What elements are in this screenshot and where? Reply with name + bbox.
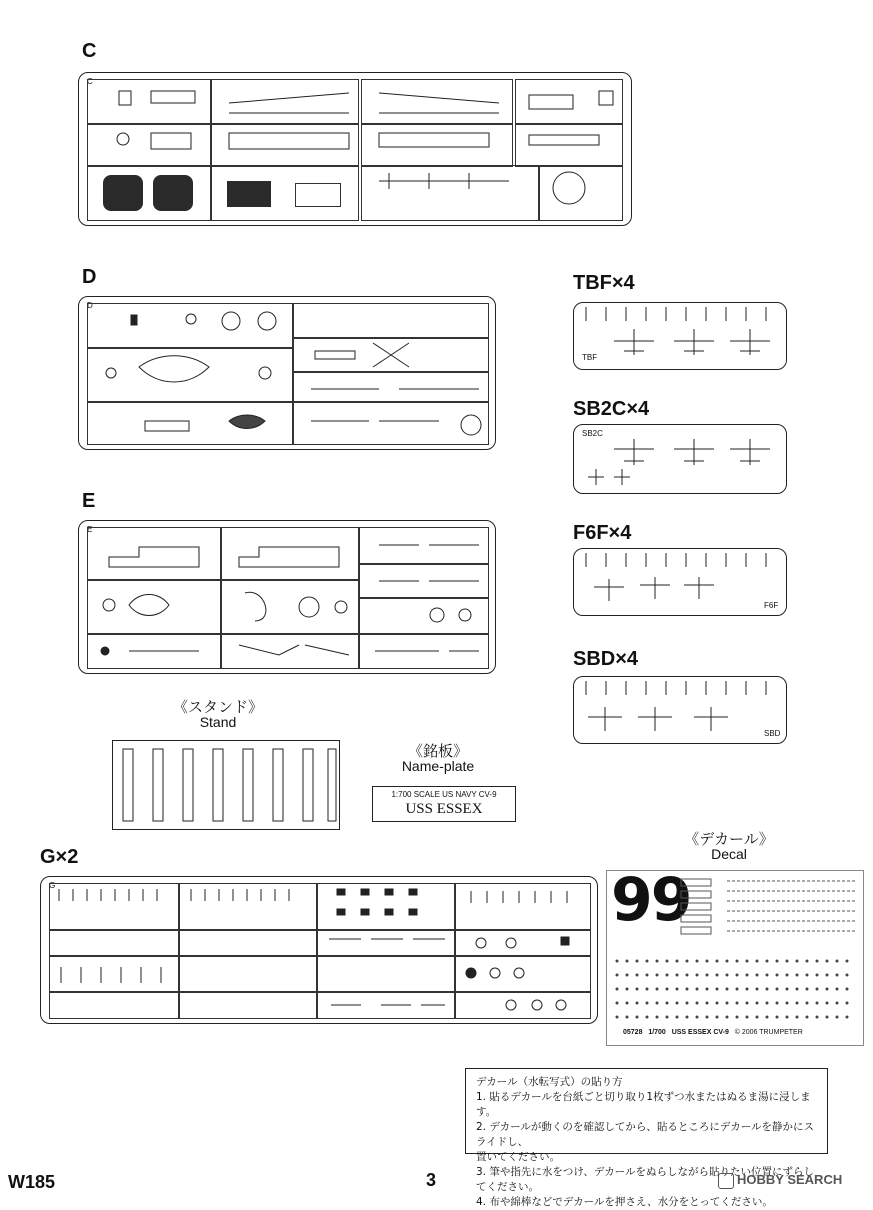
instructions-item: 置いてください。 [476,1151,560,1163]
decal-footer [623,1029,859,1036]
sprue-e [78,520,496,674]
sprue-d-label: D [82,266,97,288]
aircraft-f6f-label: F6F×4 [573,522,632,544]
tbf-parts-drawing [574,303,786,369]
sprue-g [40,876,598,1024]
decal-code: 05728 [623,1029,643,1036]
instructions-item: 1. 貼るデカールを台紙ごと切り取り1枚ずつ水またはぬるま湯に浸します。 [476,1091,811,1118]
stand-subtitle: Stand [199,714,237,730]
nameplate-title: 《銘板》 [407,742,468,760]
aircraft-sprue-tbf [573,302,787,370]
nameplate-part [372,786,516,822]
watermark [718,1172,842,1189]
sprue-e-tag: E [87,525,93,534]
decal-copyright: © 2006 TRUMPETER [734,1029,803,1036]
decal-title: 《デカール》 [684,830,774,848]
footer-code: W185 [8,1172,56,1192]
decal-scale: 1/700 [648,1029,666,1036]
nameplate-scale-text: 1:700 SCALE US NAVY CV-9 [391,790,497,799]
sprue-e-label: E [82,490,96,512]
watermark-text: HOBBY SEARCH [737,1172,843,1187]
sprue-d [78,296,496,450]
aircraft-sprue-sbd [573,676,787,744]
instructions-item: 4. 布や綿棒などでデカールを押さえ、水分をとってください。 [476,1196,773,1208]
sprue-c-label: C [82,40,97,62]
instructions-item: 3. 筆や指先に水をつけ、デカールをぬらしながら貼りたい位置にずらしてください。 [476,1166,815,1193]
aircraft-sprue-sb2c [573,424,787,494]
sprue-c-parts-drawing [79,73,631,225]
watermark-logo-icon [718,1173,734,1189]
aircraft-sprue-sb2c-tag: SB2C [582,429,603,438]
aircraft-sbd-label: SBD×4 [573,648,639,670]
stand-title: 《スタンド》 [172,698,263,716]
stand-parts-drawing [113,741,339,829]
instructions-title: デカール（水転写式）の貼り方 [476,1076,623,1088]
nameplate-ship-name: USS ESSEX [405,801,483,817]
stand-sprue [112,740,340,830]
aircraft-sprue-sbd-tag: SBD [764,729,781,738]
aircraft-sprue-f6f-tag: F6F [764,601,779,610]
nameplate-subtitle: Name-plate [401,758,475,774]
sb2c-parts-drawing [574,425,786,493]
sprue-d-parts-drawing [79,297,495,449]
decal-hull-number: 99 [611,865,691,935]
sprue-e-parts-drawing [79,521,495,673]
decal-subtitle: Decal [711,846,747,862]
decal-markings-drawing [607,871,863,1045]
sprue-d-tag: D [87,301,93,310]
sprue-c-tag: C [87,77,93,86]
instructions-item: 2. デカールが動くのを確認してから、貼るところにデカールを静かにスライドし、 [476,1121,815,1148]
aircraft-sprue-tbf-tag: TBF [582,353,598,362]
sprue-g-label: G×2 [40,846,79,868]
page-number: 3 [426,1170,437,1190]
aircraft-sb2c-label: SB2C×4 [573,398,650,420]
sbd-parts-drawing [574,677,786,743]
f6f-parts-drawing [574,549,786,615]
aircraft-tbf-label: TBF×4 [573,272,635,294]
sprue-g-parts-drawing [41,877,597,1023]
sprue-g-tag: G [49,881,56,890]
decal-sheet [606,865,864,1046]
decal-ship-name: USS ESSEX CV-9 [671,1029,729,1036]
sprue-c [78,72,632,226]
aircraft-sprue-f6f [573,548,787,616]
